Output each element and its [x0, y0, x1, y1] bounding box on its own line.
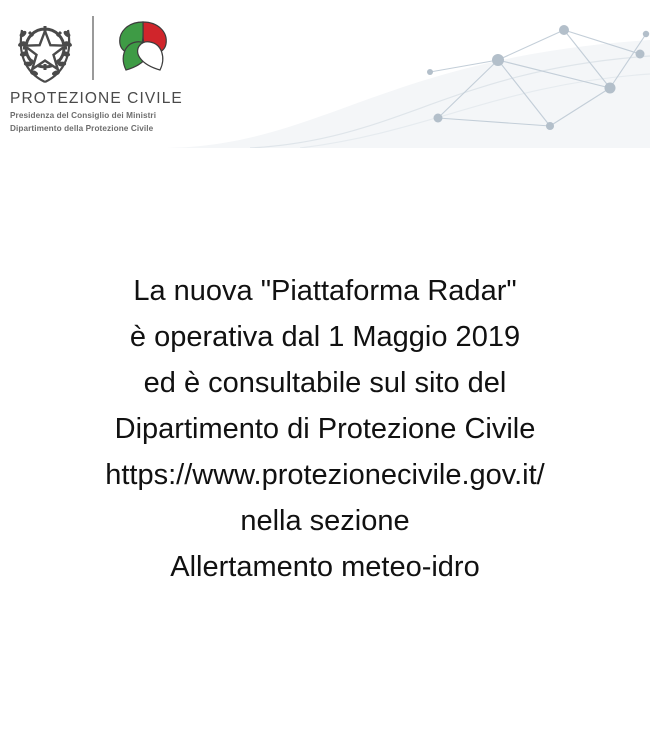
org-subtitle-line2: Dipartimento della Protezione Civile: [10, 124, 154, 133]
site-header: [0, 0, 650, 149]
org-name: PROTEZIONE CIVILE: [10, 90, 183, 107]
announcement-message: [0, 268, 650, 590]
message-line-6: nella sezione: [240, 505, 410, 537]
italian-republic-emblem-icon: [10, 14, 80, 86]
footer-bar: [0, 727, 650, 731]
message-line-1: La nuova "Piattaforma Radar": [133, 275, 517, 307]
message-line-7: Allertamento meteo-idro: [170, 551, 480, 583]
org-subtitle-line1: Presidenza del Consiglio dei Ministri: [10, 111, 157, 120]
main-content: [0, 148, 650, 731]
emblems-row: [10, 14, 310, 86]
message-line-2: è operativa dal 1 Maggio 2019: [129, 321, 521, 353]
logo-divider: [92, 16, 94, 80]
protezione-civile-logo-icon: [106, 14, 180, 86]
message-line-4: Dipartimento di Protezione Civile: [114, 413, 536, 445]
message-line-3: ed è consultabile sul sito del: [143, 367, 507, 399]
message-link[interactable]: https://www.protezionecivile.gov.it/: [105, 459, 545, 491]
logo-block: [10, 14, 310, 134]
network-nodes-icon: [310, 0, 650, 148]
